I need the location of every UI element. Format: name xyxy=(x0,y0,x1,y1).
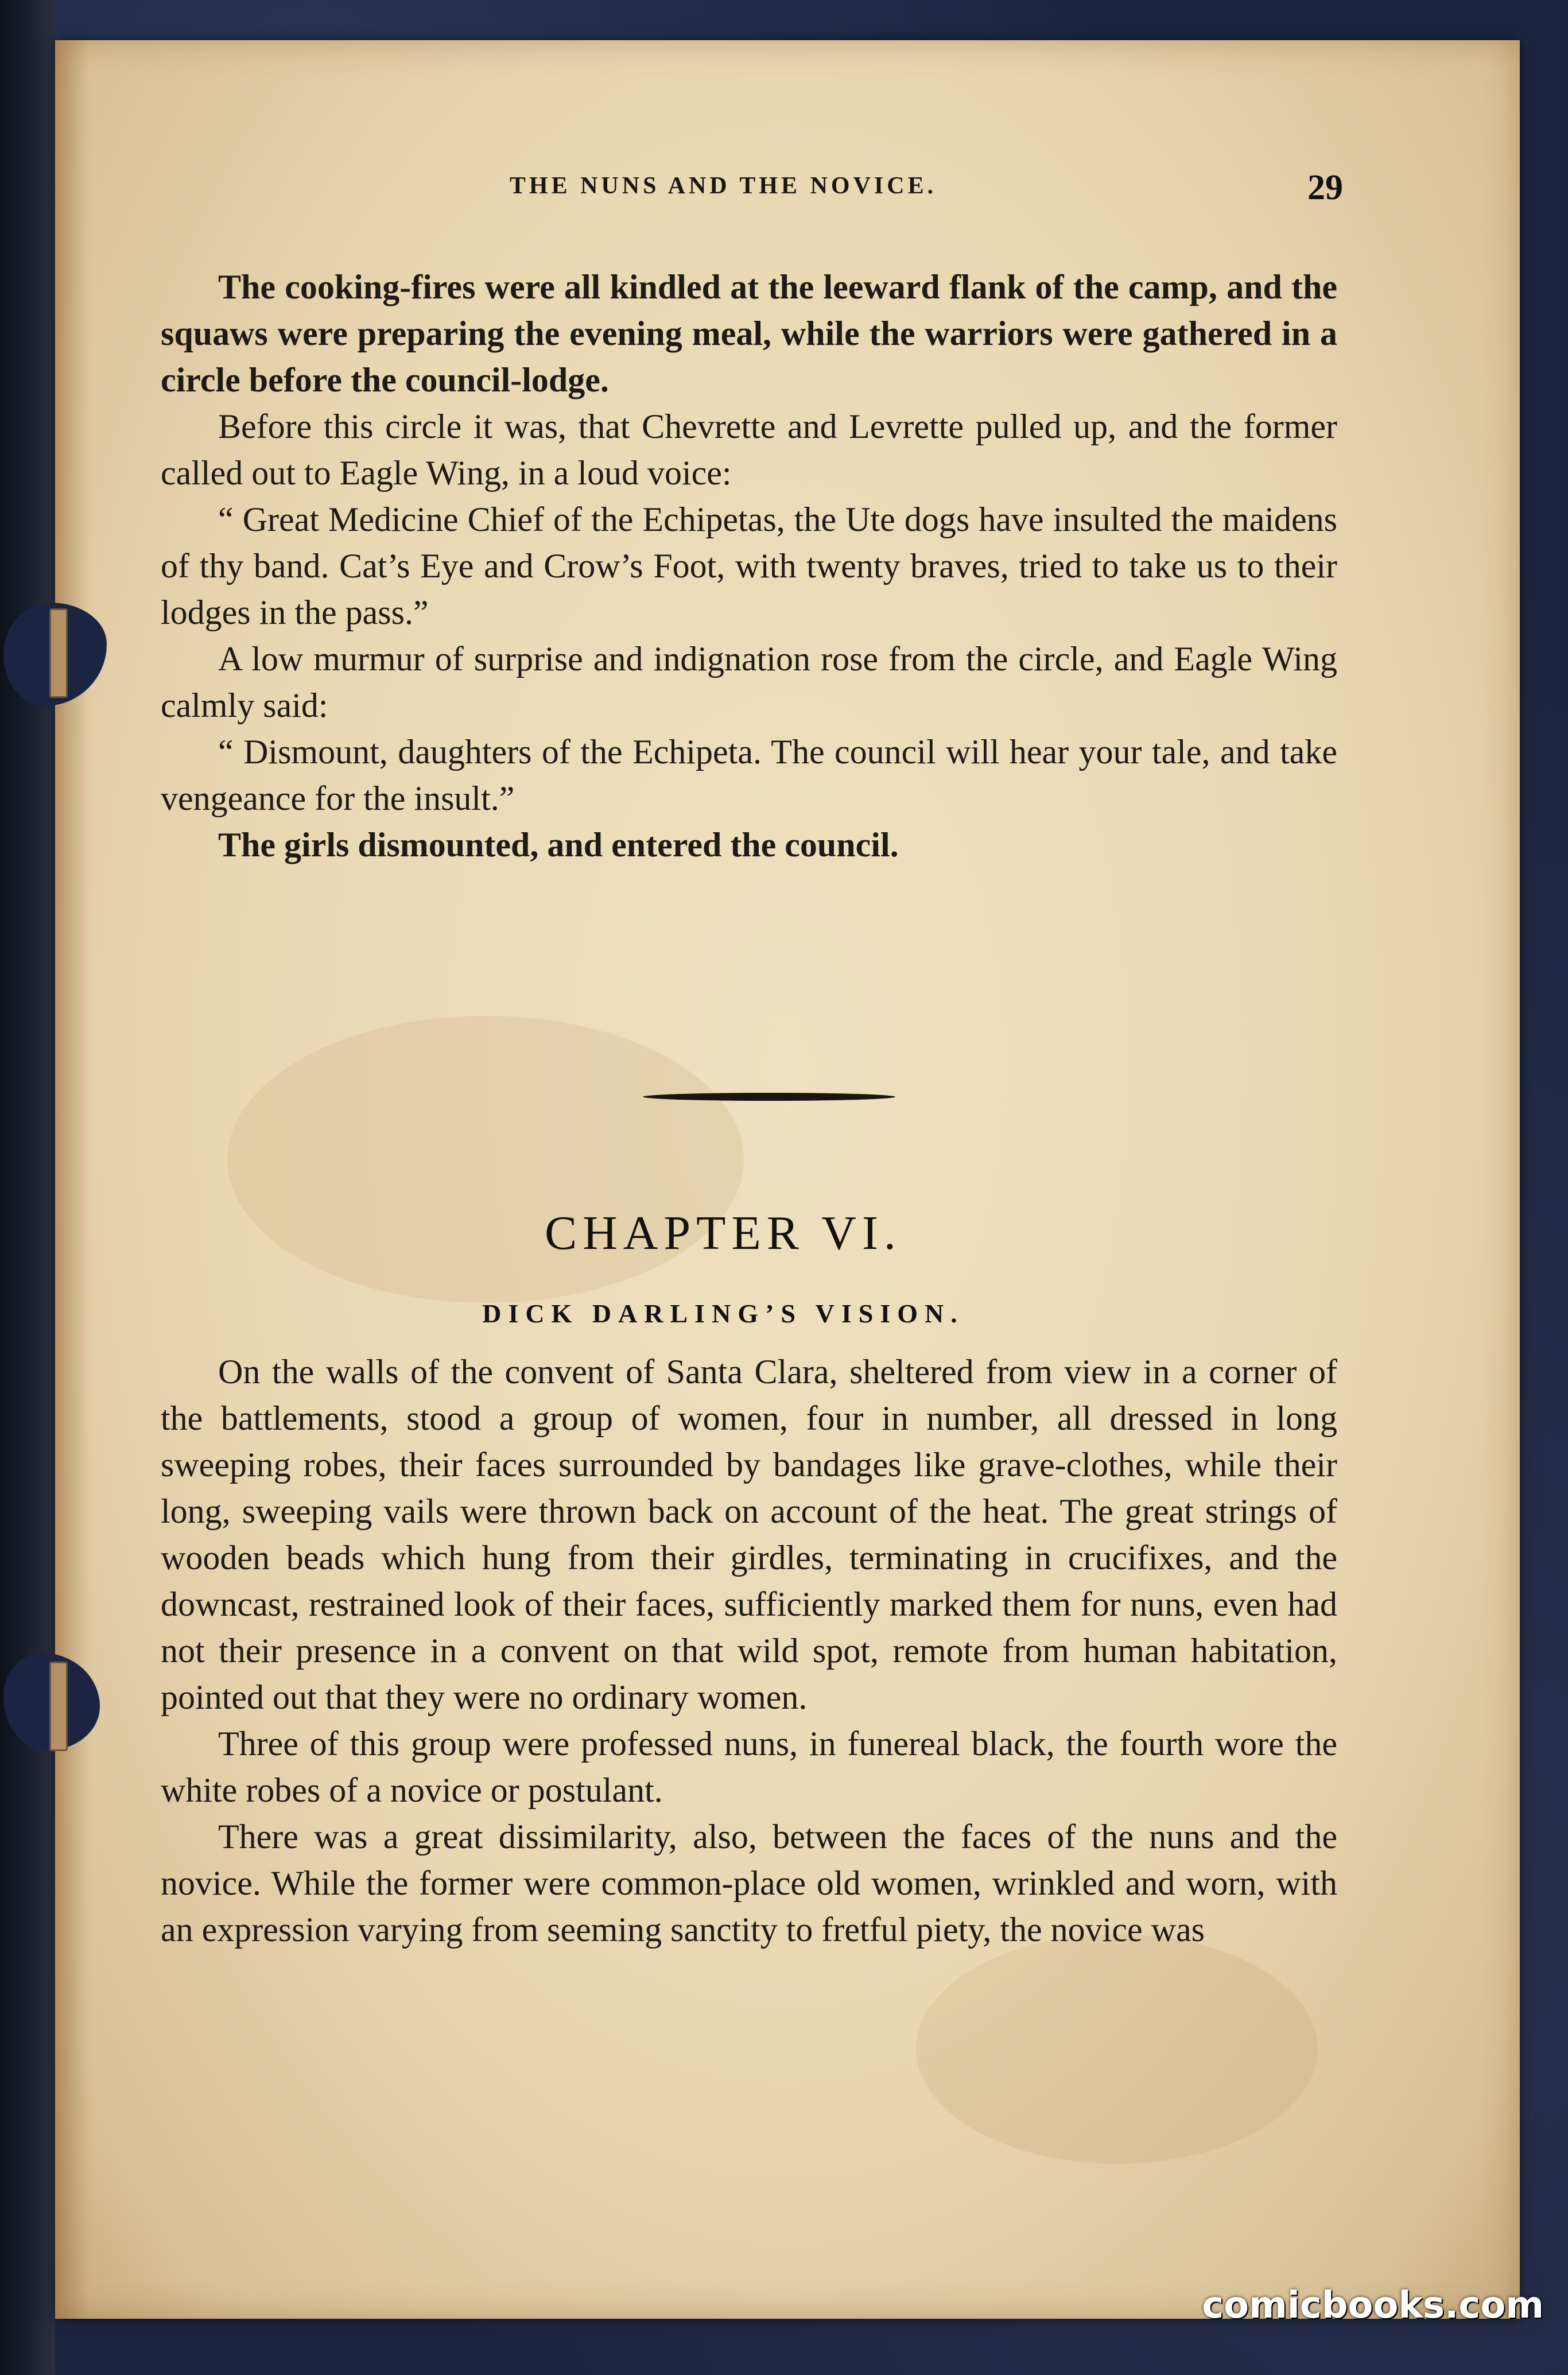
text-block-top xyxy=(161,264,1337,868)
paragraph: A low murmur of surprise and indignation rose from the circle, and Eagle Wing calmly said: xyxy=(161,640,1337,724)
paragraph: Before this circle it was, that Chevrette and Levrette pulled up, and the former called out to Eagle Wing, in a loud voice: xyxy=(161,408,1337,492)
chapter-title: CHAPTER VI. xyxy=(545,1206,902,1260)
paragraph: The girls dismounted, and entered the council. xyxy=(218,826,899,864)
paragraph: There was a great dissimilarity, also, between the faces of the nuns and the novice. While the former were common-place old women, wrinkled and worn, with an expression varying from seeming sanctity to fretful piety, the novice was xyxy=(161,1818,1337,1949)
page-stain xyxy=(916,1934,1318,2164)
chapter-subtitle: DICK DARLING’S VISION. xyxy=(482,1299,964,1328)
running-head: THE NUNS AND THE NOVICE. xyxy=(509,173,937,199)
text-block-bottom xyxy=(161,1349,1337,1953)
book-spine xyxy=(0,0,55,2375)
section-divider-rule xyxy=(643,1093,895,1101)
paragraph: Three of this group were professed nuns, in funereal black, the fourth wore the white robes of a novice or postulant. xyxy=(161,1725,1337,1809)
site-watermark: comicbooks.com xyxy=(1202,2284,1544,2327)
page-number: 29 xyxy=(1307,168,1343,207)
paragraph: “ Great Medicine Chief of the Echipetas, the Ute dogs have insulted the maidens of thy band. Cat’s Eye and Crow’s Foot, with twenty braves, tried to take us to their lodges in the pass.” xyxy=(161,500,1337,631)
staple-top xyxy=(49,608,68,698)
staple-bottom xyxy=(49,1662,68,1751)
paragraph: The cooking-fires were all kindled at the leeward flank of the camp, and the squaws were preparing the evening meal, while the warriors were gathered in a circle before the council-lodge. xyxy=(161,268,1337,399)
paragraph: “ Dismount, daughters of the Echipeta. The council will hear your tale, and take vengeance for the insult.” xyxy=(161,733,1337,817)
paragraph: On the walls of the convent of Santa Clara, sheltered from view in a corner of the battlements, stood a group of women, four in number, all dressed in long sweeping robes, their faces surrounded by bandages like grave-clothes, while their long, sweeping vails were thrown back on account of the heat. The great strings of wooden beads which hung from their girdles, terminating in crucifixes, and the downcast, restrained look of their faces, sufficiently marked them for nuns, even had not their presence in a convent on that wild spot, remote from human habitation, pointed out that they were no ordinary women. xyxy=(161,1353,1337,1716)
page-gutter-shadow xyxy=(55,40,90,2319)
